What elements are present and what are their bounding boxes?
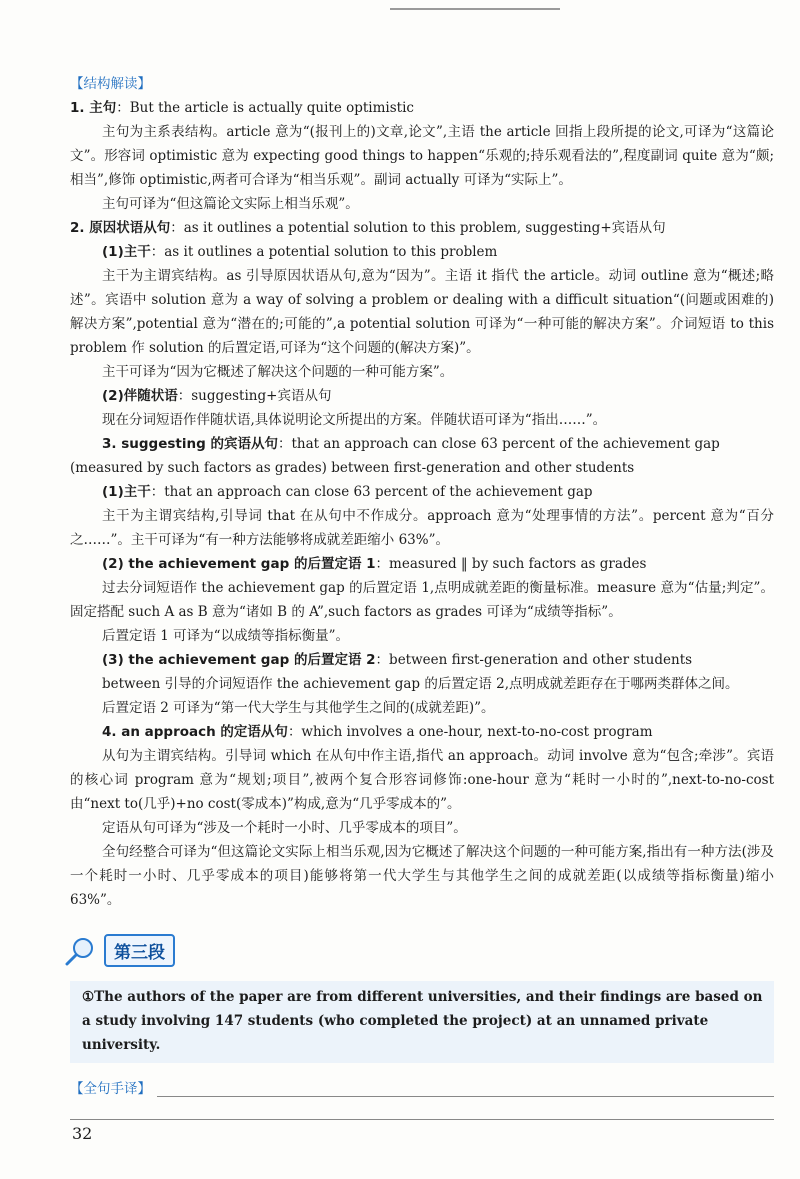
summary-paragraph: 全句经整合可译为“但这篇论文实际上相当乐观,因为它概述了解决这个问题的一种可能方案,指出有一种方法(涉及一个耗时一小时、几乎零成本的项目)能够将第一代大学生与其他学生之间的成就差距(以成绩等指标衡量)缩小 63%”。 xyxy=(70,844,774,908)
s2a-paragraph-2: 主干可译为“因为它概述了解决这个问题的一种可能方案”。 xyxy=(102,364,454,380)
s3c-paragraph-2: 后置定语 2 可译为“第一代大学生与其他学生之间的(成就差距)”。 xyxy=(102,700,495,716)
top-rule xyxy=(390,8,560,10)
s3a-paragraph-1: 主干为主谓宾结构,引导词 that 在从句中不作成分。approach 意为“处理事情的方法”。percent 意为“百分之……”。主干可译为“有一种方法能够将成就差距缩小 63%”。 xyxy=(70,508,774,548)
s3b-paragraph-2: 后置定语 1 可译为“以成绩等指标衡量”。 xyxy=(102,628,349,644)
s3c-paragraph-1: between 引导的介词短语作 the achievement gap 的后置定语 2,点明成就差距存在于哪两类群体之间。 xyxy=(102,676,739,692)
section-2-heading: 2. 原因状语从句：as it outlines a potential solution to this problem, suggesting+宾语从句 xyxy=(70,220,666,236)
section-3-heading: 3. suggesting 的宾语从句：that an approach can close 63 percent of the achievement gap (measured by such factors as grades) between first-generation and other students xyxy=(70,436,720,476)
translation-row xyxy=(70,1077,774,1097)
magnifier-icon xyxy=(64,936,98,966)
s3b-paragraph-1: 过去分词短语作 the achievement gap 的后置定语 1,点明成就差距的衡量标准。measure 意为“估量;判定”。固定搭配 such A as B 意为“诸如 B 的 A”,such factors as grades 可译为“成绩等指标”。 xyxy=(70,580,774,620)
section-4-heading: 4. an approach 的定语从句：which involves a one-hour, next-to-no-cost program xyxy=(102,724,653,740)
page-number: 32 xyxy=(72,1124,93,1143)
s2b-paragraph-1: 现在分词短语作伴随状语,具体说明论文所提出的方案。伴随状语可译为“指出……”。 xyxy=(102,412,607,428)
s3-sub-2-heading: (2) the achievement gap 的后置定语 1：measured ‖ by such factors as grades xyxy=(102,556,647,572)
page-content xyxy=(70,72,774,1120)
s2-sub-1-heading: (1)主干：as it outlines a potential solution to this problem xyxy=(102,244,498,260)
section-title-row xyxy=(64,934,774,967)
s4-paragraph-1: 从句为主谓宾结构。引导词 which 在从句中作主语,指代 an approach。动词 involve 意为“包含;牵涉”。宾语的核心词 program 意为“规划;项目”,被两个复合形容词修饰:one-hour 意为“耗时一小时的”,next-to-no-cost 由“next to(几乎)+no cost(零成本)”构成,意为“几乎零成本的”。 xyxy=(70,748,774,812)
translation-line-2[interactable] xyxy=(70,1119,774,1120)
s2a-paragraph-1: 主干为主谓宾结构。as 引导原因状语从句,意为“因为”。主语 it 指代 the article。动词 outline 意为“概述;略述”。宾语中 solution 意为 a way of solving a problem or dealing with a difficult situation“(问题或困难的)解决方案”,potential 意为“潜在的;可能的”,a potential solution 可译为“一种可能的解决方案”。介词短语 to this problem 作 solution 的后置定语,可译为“这个问题的(解决方案)”。 xyxy=(70,268,774,356)
s2-sub-2-heading: (2)伴随状语：suggesting+宾语从句 xyxy=(102,388,332,404)
section-1-heading: 1. 主句：But the article is actually quite optimistic xyxy=(70,100,414,116)
s4-paragraph-2: 定语从句可译为“涉及一个耗时一小时、几乎零成本的项目”。 xyxy=(102,820,467,836)
english-sentence: ①The authors of the paper are from different universities, and their findings are based on a study involving 147 students (who completed the project) at an unnamed private university. xyxy=(70,981,774,1063)
s3-sub-3-heading: (3) the achievement gap 的后置定语 2：between first-generation and other students xyxy=(102,652,693,668)
section-tag: 第三段 xyxy=(104,934,175,967)
translation-line-1[interactable] xyxy=(157,1078,774,1097)
s3-sub-1-heading: (1)主干：that an approach can close 63 percent of the achievement gap xyxy=(102,484,593,500)
translation-label: 【全句手译】 xyxy=(70,1081,151,1097)
s1-paragraph-1: 主句为主系表结构。article 意为“(报刊上的)文章,论文”,主语 the article 回指上段所提的论文,可译为“这篇论文”。形容词 optimistic 意为 expecting good things to happen“乐观的;持乐观看法的”,程度副词 quite 意为“颇;相当”,修饰 optimistic,两者可合译为“相当乐观”。副词 actually 可译为“实际上”。 xyxy=(70,124,774,188)
structure-heading: 【结构解读】 xyxy=(70,76,151,92)
s1-paragraph-2: 主句可译为“但这篇论文实际上相当乐观”。 xyxy=(102,196,359,212)
